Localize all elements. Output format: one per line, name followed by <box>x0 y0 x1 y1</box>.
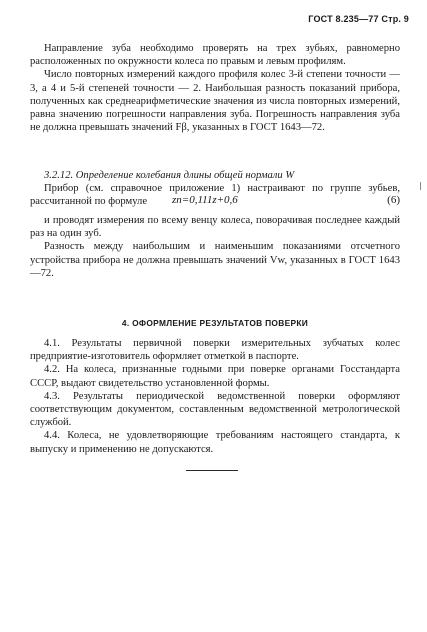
paragraph: 4.1. Результаты первичной поверки измерительных зубчатых колес предприятие-изготовитель оформляет отметкой в паспорте. <box>30 338 400 363</box>
end-rule <box>186 470 238 471</box>
paragraph: и проводят измерения по всему венцу колеса, поворачивая последнее каждый раз на один зуб. <box>30 215 400 240</box>
text-block-results <box>30 337 400 456</box>
formula-expression: zn=0,111z+0,6 <box>172 194 238 206</box>
paragraph: Прибор (см. справочное приложение 1) настраивают по группе зубьев, рассчитанной по формуле <box>30 183 400 208</box>
formula-line <box>30 194 400 208</box>
paragraph: Разность между наибольшим и наименьшим показаниями отсчетного устройства прибора не должна превышать значений Vw, указанных в ГОСТ 1643—72. <box>30 241 400 279</box>
paragraph: Направление зуба необходимо проверять на трех зубьях, равномерно расположенных по окружности колеса по правым и левым профилям. <box>30 43 400 68</box>
margin-mark <box>420 182 421 190</box>
subsection-heading: 3.2.12. Определение колебания длины общей нормали W <box>44 170 295 181</box>
formula-number: (6) <box>387 194 400 206</box>
paragraph: Число повторных измерений каждого профиля колес 3-й степени точности — 3, а 4 и 5-й степеней точности — 2. Наибольшая разность показаний прибора, полученных как среднеарифметические значения из числа повторных измерений, равна значению погрешности направления зуба. Погрешность направления зуба не должна превышать значений Fβ, указанных в ГОСТ 1643—72. <box>30 69 400 134</box>
paragraph: 4.2. На колеса, признанные годными при поверке органами Госстандарта СССР, выдают свидетельство установленной формы. <box>30 364 400 389</box>
section-title: 4. ОФОРМЛЕНИЕ РЕЗУЛЬТАТОВ ПОВЕРКИ <box>121 318 309 328</box>
text-block-direction <box>30 42 400 134</box>
paragraph: 4.4. Колеса, не удовлетворяющие требованиям настоящего стандарта, к выпуску и применению не допускаются. <box>30 430 400 455</box>
page-header: ГОСТ 8.235—77 Стр. 9 <box>308 14 409 24</box>
paragraph: 4.3. Результаты периодической ведомственной поверки оформляют соответствующим документом, составленным ведомственной метрологической службой. <box>30 390 400 429</box>
text-block-measurement <box>30 214 400 280</box>
